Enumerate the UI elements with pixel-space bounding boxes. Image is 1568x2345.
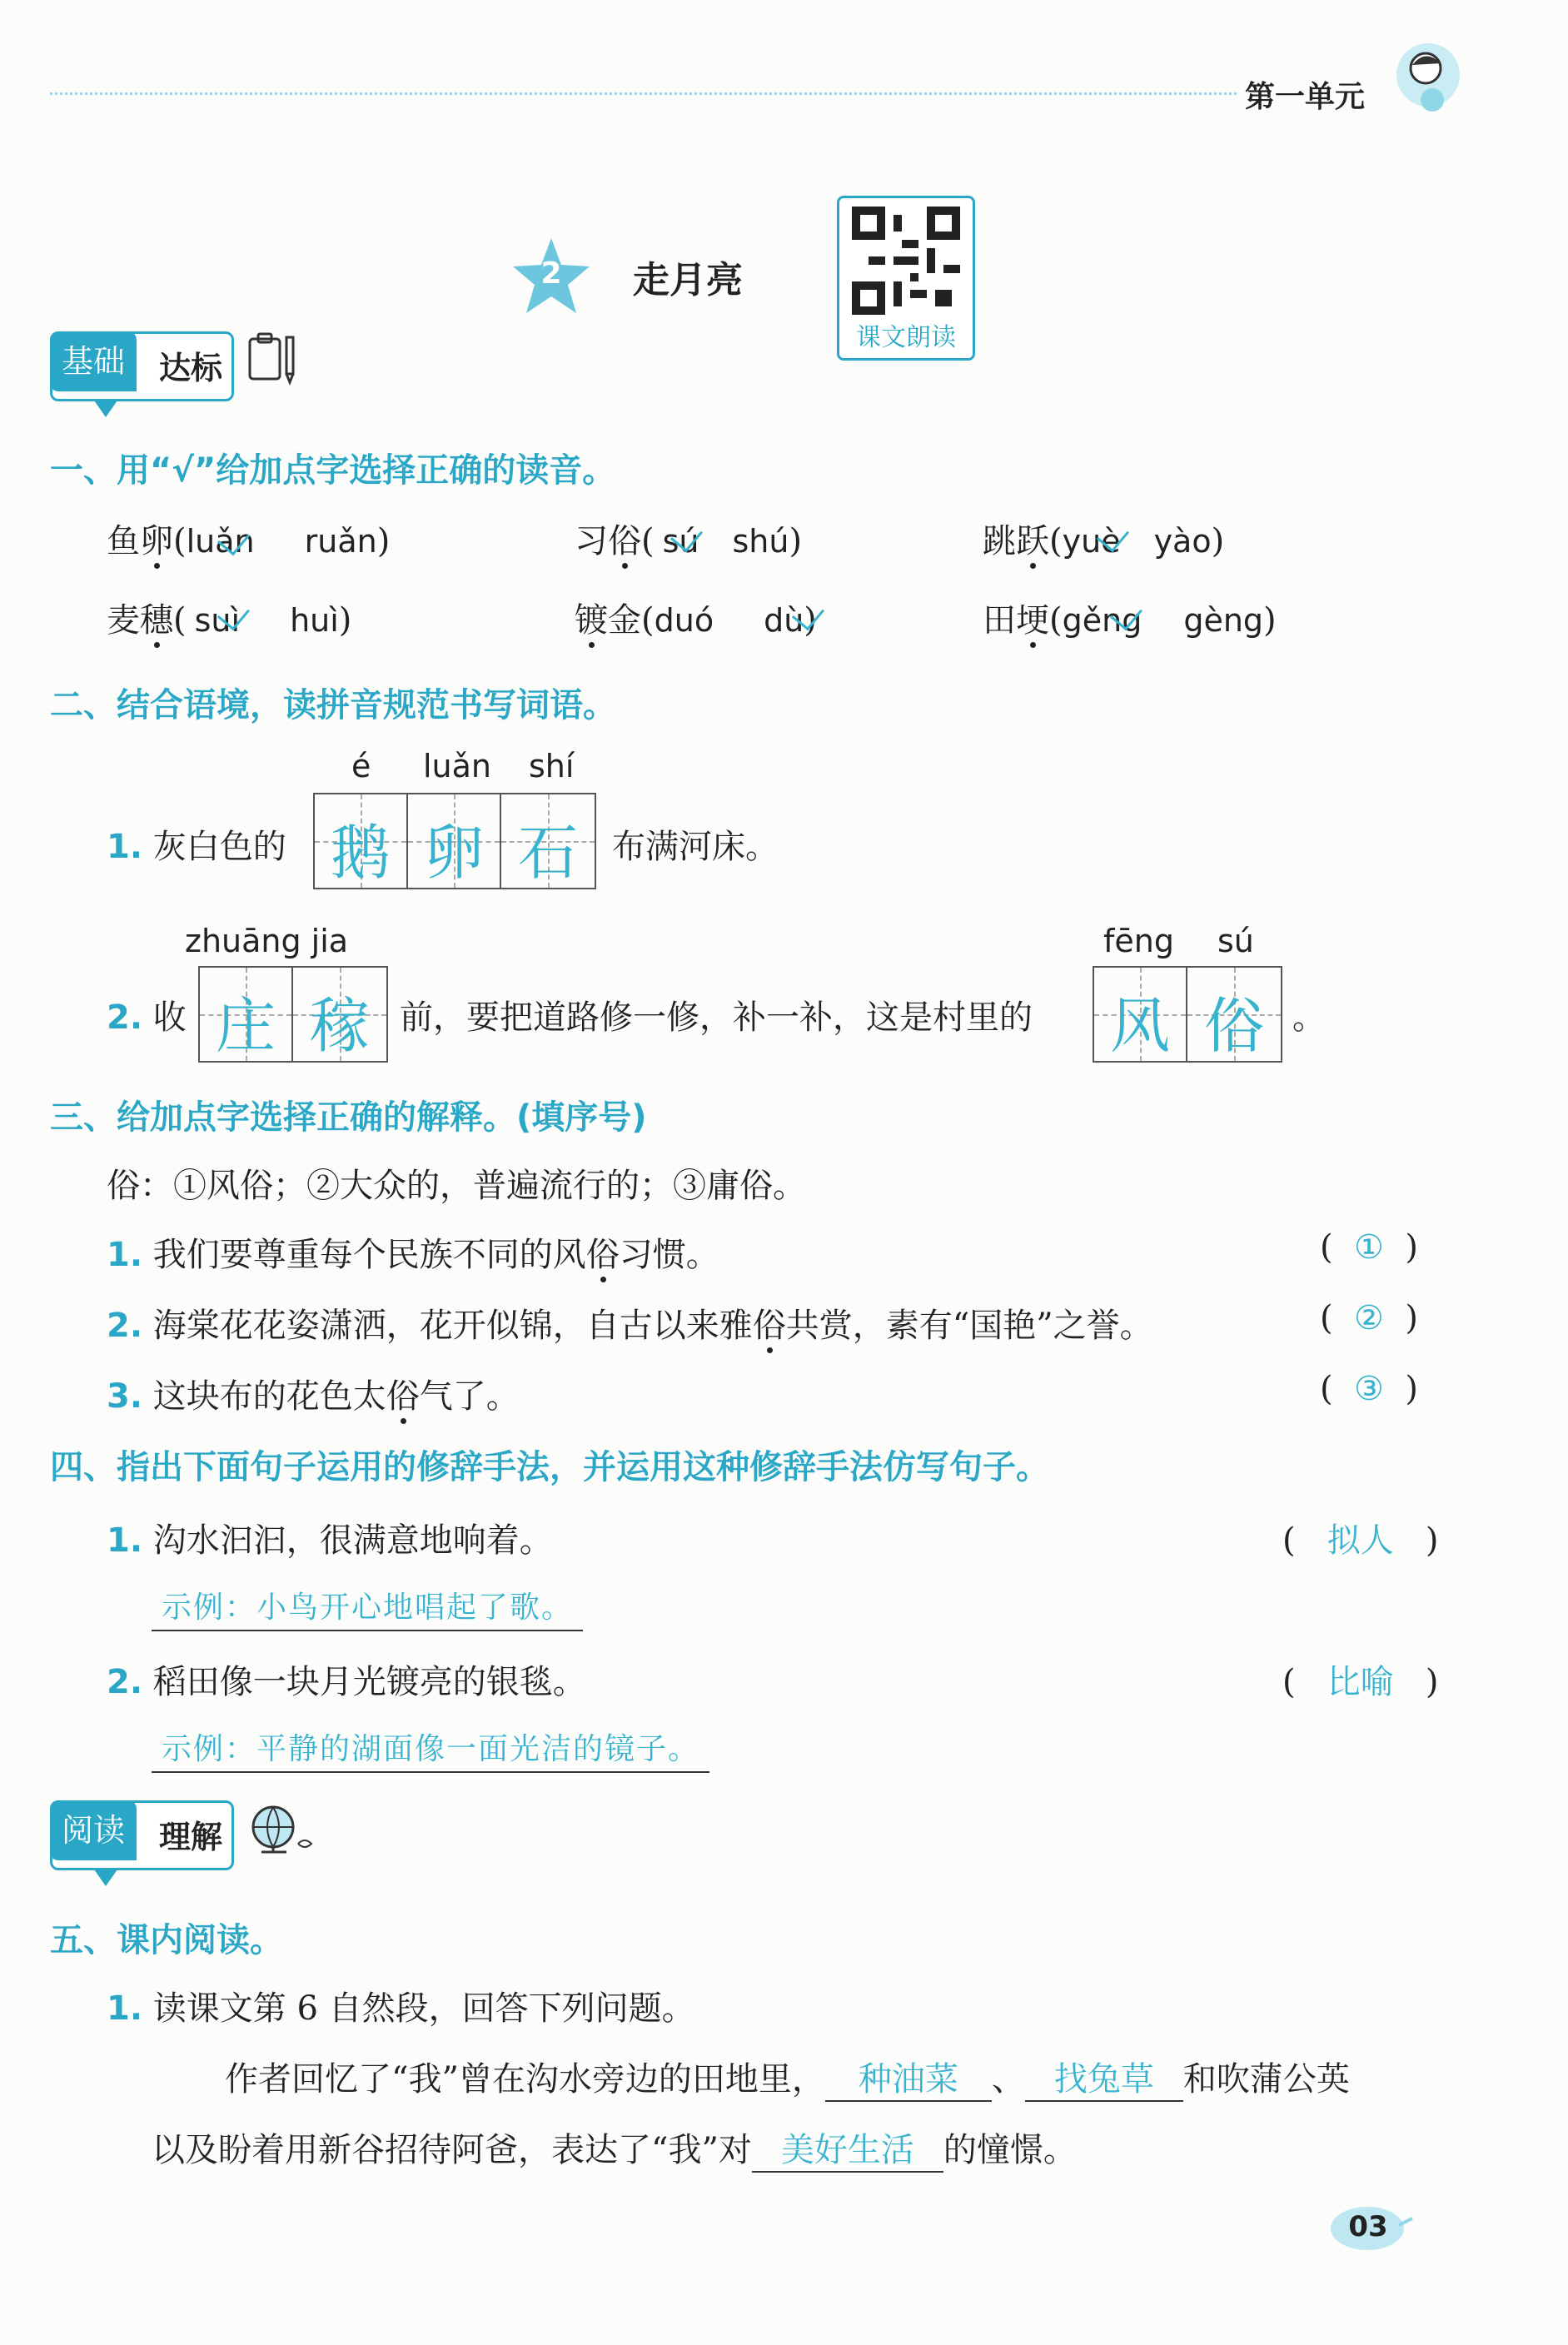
q1-item-2: 习俗( sú shú): [575, 522, 803, 560]
example-answer[interactable]: 示例：小鸟开心地唱起了歌。: [152, 1584, 583, 1631]
writing-grid[interactable]: [1093, 966, 1282, 1063]
grid-cell: 卵: [408, 794, 501, 888]
q4-item-1: 1. 沟水汩汩，很满意地响着。: [107, 1521, 553, 1560]
grid-cell: 鹅: [315, 794, 408, 888]
badge-read-left: 阅读: [50, 1800, 137, 1860]
q3-item-1: 1. 我们要尊重每个民族不同的风俗习惯。: [107, 1236, 719, 1274]
unit-label: 第一单元: [1245, 80, 1366, 114]
q5-title: 五、课内阅读。: [50, 1921, 283, 1959]
q4-title: 四、指出下面句子运用的修辞手法，并运用这种修辞手法仿写句子。: [50, 1448, 1049, 1486]
badge-read-right: 理解: [159, 1819, 223, 1855]
answer-paren[interactable]: ( ① ): [1320, 1228, 1418, 1267]
page-number-badge: [1324, 2200, 1416, 2255]
q3-title: 三、给加点字选择正确的解释。(填序号): [50, 1098, 647, 1137]
mascot-icon: [1391, 25, 1466, 117]
q5-item-1-prompt: 1. 读课文第 6 自然段，回答下列问题。: [107, 1989, 695, 2028]
q2-item-1-after: 布满河床。: [612, 828, 779, 866]
q2-item-1-before: 1. 灰白色的: [107, 828, 286, 866]
badge-basic-right: 达标: [159, 350, 223, 386]
pinyin-label: fēng: [1103, 923, 1174, 959]
q5-item-1-line2: 以及盼着用新谷招待阿爸，表达了“我”对 美好生活 的憧憬。: [152, 2123, 1077, 2173]
q3-item-3: 3. 这块布的花色太俗气了。: [107, 1377, 520, 1416]
badge-basic: [50, 331, 234, 401]
q1-item-5: 镀金(duó dù): [575, 601, 817, 640]
q1-item-3: 跳跃(yuè yào): [983, 522, 1225, 560]
badge-tail: [94, 401, 117, 417]
pinyin-label: zhuāng jia: [185, 923, 349, 959]
badge-basic-left: 基础: [50, 331, 137, 391]
q5-item-1-line1: 作者回忆了“我”曾在沟水旁边的田地里， 种油菜 、 找兔草 和吹蒲公英: [225, 2053, 1350, 2102]
q3-item-2: 2. 海棠花花姿潇洒，花开似锦，自古以来雅俗共赏，素有“国艳”之誉。: [107, 1307, 1153, 1345]
lesson-number: 2: [540, 256, 562, 291]
q1-item-4: 麦穗( suì huì): [107, 601, 352, 640]
grid-cell: 石: [501, 794, 595, 888]
pinyin-label: luǎn: [423, 748, 492, 784]
pinyin-label: sú: [1217, 923, 1254, 959]
lesson-number-star-icon: [510, 235, 593, 318]
q3-definition: 俗：①风俗；②大众的，普遍流行的；③庸俗。: [107, 1167, 806, 1205]
badge-tail: [94, 1870, 117, 1886]
qr-code-label: 课文朗读: [856, 323, 956, 352]
answer-blank[interactable]: 种油菜: [825, 2053, 992, 2102]
grid-cell: 稼: [293, 968, 386, 1061]
header-dotted-line: [50, 92, 1237, 95]
pinyin-label: é: [351, 748, 371, 784]
q2-title: 二、结合语境，读拼音规范书写词语。: [50, 686, 616, 724]
q2-item-2-before: 2. 收: [107, 998, 187, 1037]
example-answer[interactable]: 示例：平静的湖面像一面光洁的镜子。: [152, 1725, 709, 1773]
answer-paren[interactable]: ( 拟人 ): [1282, 1521, 1439, 1560]
grid-cell: 俗: [1187, 968, 1281, 1061]
writing-grid[interactable]: [313, 793, 596, 889]
answer-paren[interactable]: ( ③ ): [1320, 1370, 1418, 1408]
lesson-title: 走月亮: [633, 259, 743, 301]
q1-item-1: 鱼卵(luǎn ruǎn): [107, 522, 391, 560]
q1-item-6: 田埂(gěng gèng): [983, 601, 1277, 640]
writing-grid[interactable]: [198, 966, 388, 1063]
q2-item-2-end: 。: [1292, 998, 1326, 1037]
globe-icon: [241, 1797, 321, 1864]
q2-item-2-middle: 前，要把道路修一修，补一补，这是村里的: [400, 998, 1033, 1037]
q4-item-2: 2. 稻田像一块月光镀亮的银毯。: [107, 1663, 586, 1701]
qr-code-box[interactable]: [837, 196, 975, 361]
qr-code-icon: [852, 207, 960, 315]
q1-title: 一、用“√”给加点字选择正确的读音。: [50, 451, 616, 490]
answer-blank[interactable]: 找兔草: [1025, 2053, 1183, 2102]
page-number: 03: [1348, 2210, 1388, 2243]
answer-paren[interactable]: ( 比喻 ): [1282, 1663, 1439, 1701]
grid-cell: 风: [1094, 968, 1187, 1061]
badge-read: [50, 1800, 234, 1870]
pinyin-label: shí: [529, 748, 575, 784]
clipboard-icon: [243, 329, 301, 387]
answer-paren[interactable]: ( ② ): [1320, 1299, 1418, 1337]
answer-blank[interactable]: 美好生活: [752, 2123, 943, 2173]
grid-cell: 庄: [200, 968, 293, 1061]
